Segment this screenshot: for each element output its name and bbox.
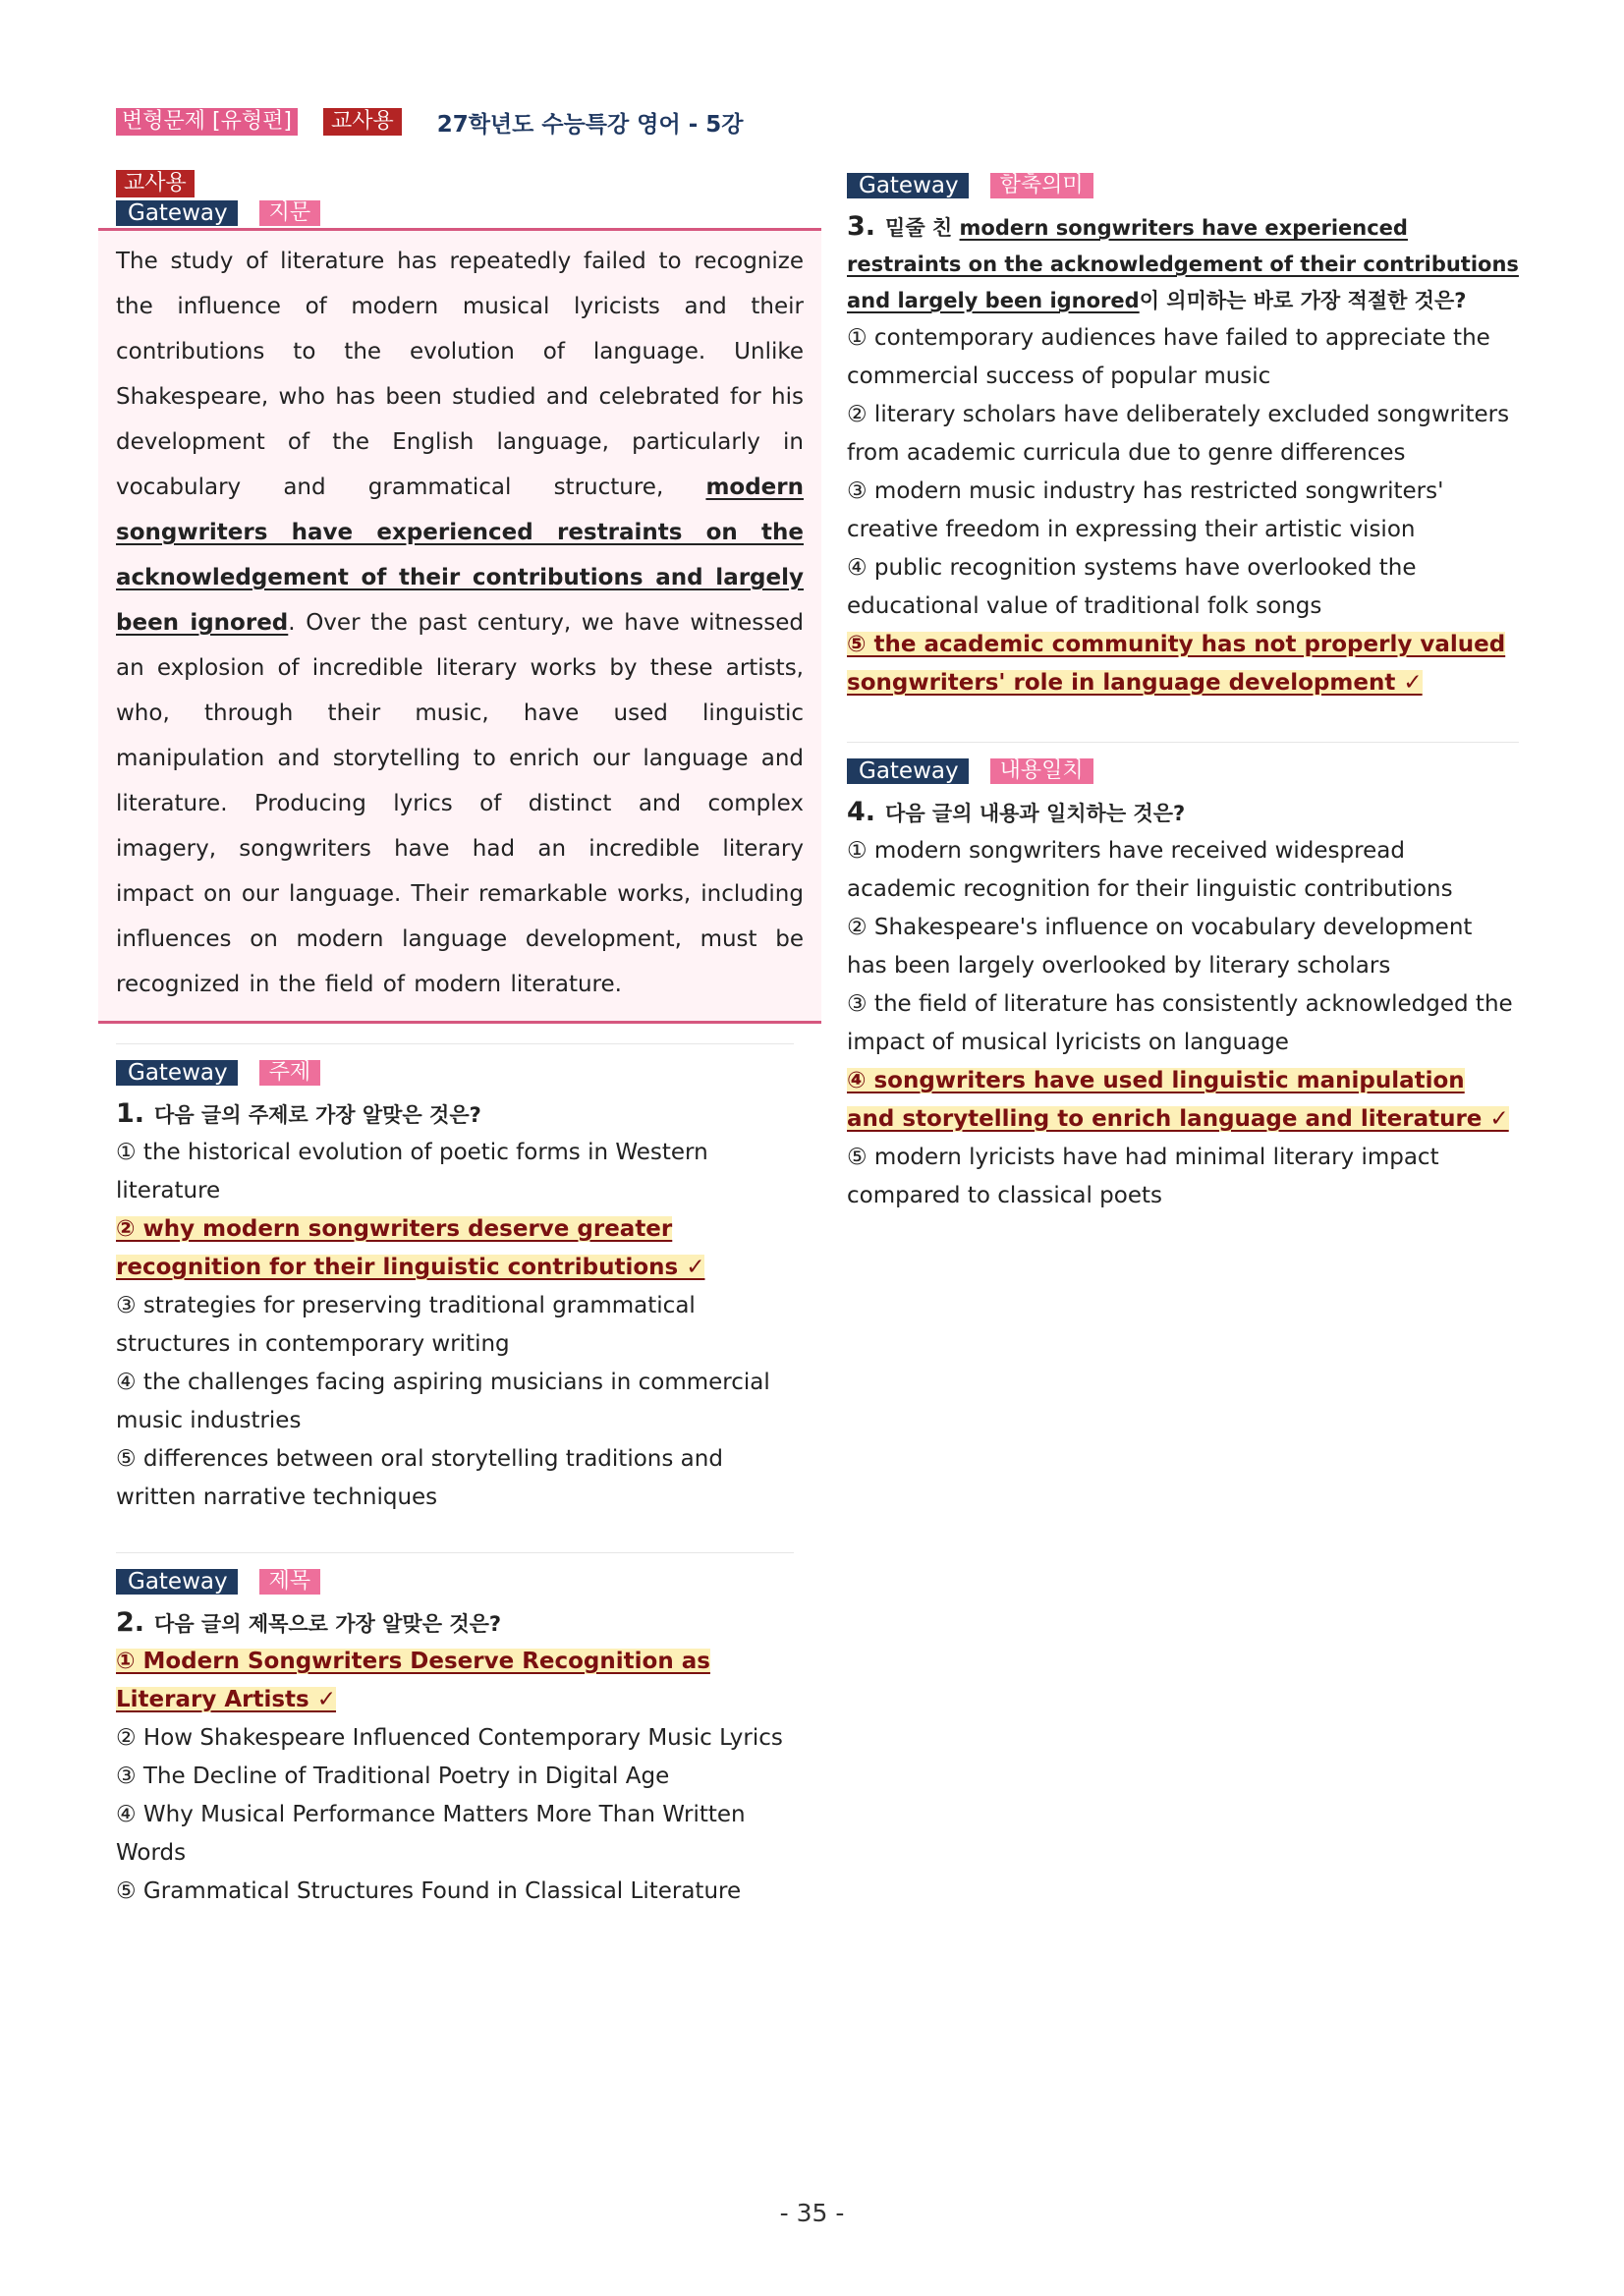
q3-badges (847, 171, 1519, 200)
option-correct: ④ songwriters have used linguistic manipulation and storytelling to enrich language and literature ✓ (847, 1068, 1509, 1132)
option: ④ the challenges facing aspiring musicians in commercial music industries (116, 1370, 770, 1433)
right-column (847, 171, 1519, 1215)
underlined-phrase: modern songwriters have experienced restraints on the acknowledgement of their contributions and largely been ignored (116, 475, 804, 636)
option: ④ Why Musical Performance Matters More Than Written Words (116, 1802, 746, 1866)
gateway-badge: Gateway (116, 1569, 238, 1595)
type-badge: 함축의미 (990, 173, 1093, 198)
variant-tag: 변형문제 [유형편] (116, 108, 298, 136)
option: ⑤ modern lyricists have had minimal literary impact compared to classical poets (847, 1145, 1439, 1208)
question-title: 2. 다음 글의 제목으로 가장 알맞은 것은? (116, 1607, 502, 1638)
q1-badges (116, 1058, 804, 1088)
option: ② Shakespeare's influence on vocabulary development has been largely overlooked by literary scholars (847, 915, 1473, 979)
page-number: - 35 - (779, 2199, 845, 2227)
option: ⑤ Grammatical Structures Found in Classical Literature (116, 1878, 742, 1904)
option: ① modern songwriters have received widespread academic recognition for their linguistic contributions (847, 838, 1453, 902)
passage-box (98, 228, 821, 1024)
left-column (116, 169, 804, 1911)
option: ① contemporary audiences have failed to appreciate the commercial success of popular music (847, 325, 1490, 389)
question-number: 2. (116, 1607, 145, 1638)
option: ③ strategies for preserving traditional grammatical structures in contemporary writing (116, 1293, 696, 1357)
page-header (116, 106, 743, 138)
question-3 (847, 171, 1519, 702)
option-correct: ⑤ the academic community has not properly valued songwriters' role in language development ✓ (847, 632, 1506, 696)
passage-badges (116, 198, 804, 228)
underlined-phrase: modern songwriters have experienced restraints on the acknowledgement of their contributions and largely been ignored (847, 216, 1519, 312)
question-number: 4. (847, 797, 876, 827)
question-number: 3. (847, 211, 876, 242)
question-number: 1. (116, 1098, 145, 1129)
option-correct: ① Modern Songwriters Deserve Recognition as Literary Artists ✓ (116, 1649, 710, 1712)
teacher-tag: 교사용 (323, 108, 402, 136)
type-badge: 주제 (259, 1060, 321, 1086)
question-4 (847, 756, 1519, 1215)
divider (847, 742, 1519, 743)
question-title: 3. 밑줄 친 modern songwriters have experienced restraints on the acknowledgement of their contributions and largely been ignored이 의미하는 바로 가장 적절한 것은? (847, 211, 1519, 312)
option: ② literary scholars have deliberately excluded songwriters from academic curricula due to genre differences (847, 402, 1510, 466)
gateway-badge: Gateway (847, 173, 969, 198)
q4-badges (847, 756, 1519, 786)
option: ⑤ differences between oral storytelling traditions and written narrative techniques (116, 1446, 723, 1510)
gateway-badge: Gateway (116, 1060, 238, 1086)
type-badge: 내용일치 (990, 758, 1093, 784)
type-badge: 제목 (259, 1569, 321, 1595)
teacher-label: 교사용 (116, 170, 195, 197)
option: ③ modern music industry has restricted songwriters' creative freedom in expressing their artistic vision (847, 478, 1444, 542)
type-badge: 지문 (259, 200, 321, 226)
option: ① the historical evolution of poetic forms in Western literature (116, 1140, 708, 1204)
option-correct: ② why modern songwriters deserve greater recognition for their linguistic contributions ✓ (116, 1216, 705, 1280)
question-title: 1. 다음 글의 주제로 가장 알맞은 것은? (116, 1098, 481, 1129)
option: ③ the field of literature has consistently acknowledged the impact of musical lyricists on language (847, 991, 1513, 1055)
divider (116, 1552, 794, 1553)
q2-badges (116, 1567, 804, 1596)
passage-text: The study of literature has repeatedly failed to recognize the influence of modern musical lyricists and their contributions to the evolution of language. Unlike Shakespeare, who has been studied and celebrated for his development of the English language, particularly in vocabulary and grammatical structure, modern songwriters have experienced restraints on the acknowledgement of their contributions and largely been ignored. Over the past century, we have witnessed an explosion of incredible literary works by these artists, who, through their music, have used linguistic manipulation and storytelling to enrich our language and literature. Producing lyrics of distinct and complex imagery, songwriters have had an incredible literary impact on our language. Their remarkable works, including influences on modern language development, must be recognized in the field of modern literature. (116, 249, 804, 997)
page-title: 27학년도 수능특강 영어 - 5강 (436, 111, 744, 138)
gateway-badge: Gateway (847, 758, 969, 784)
question-2 (116, 1567, 804, 1911)
option: ④ public recognition systems have overlooked the educational value of traditional folk songs (847, 555, 1417, 619)
option: ② How Shakespeare Influenced Contemporary Music Lyrics (116, 1725, 783, 1751)
question-title: 4. 다음 글의 내용과 일치하는 것은? (847, 797, 1186, 827)
question-1 (116, 1058, 804, 1517)
option: ③ The Decline of Traditional Poetry in Digital Age (116, 1764, 670, 1789)
gateway-badge: Gateway (116, 200, 238, 226)
divider (116, 1043, 794, 1044)
